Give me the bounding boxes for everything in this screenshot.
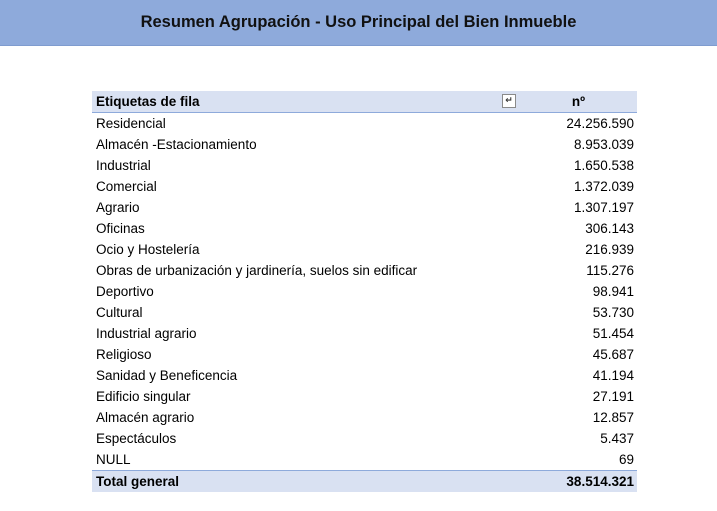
row-label: Cultural: [96, 305, 143, 320]
row-labels-header: [92, 91, 520, 113]
row-value: 1.307.197: [573, 200, 634, 215]
total-row: [92, 471, 637, 493]
row-label: Almacén agrario: [96, 410, 195, 425]
row-value: 115.276: [586, 263, 634, 278]
table-row[interactable]: [92, 428, 637, 449]
table-row[interactable]: [92, 365, 637, 386]
row-label: Agrario: [96, 200, 140, 215]
row-value: 24.256.590: [566, 116, 634, 131]
table-row[interactable]: [92, 218, 637, 239]
table-row[interactable]: [92, 239, 637, 260]
row-value: 8.953.039: [573, 137, 634, 152]
row-label: Obras de urbanización y jardinería, suelos sin edificar: [96, 263, 418, 278]
table-row[interactable]: [92, 323, 637, 344]
table-row[interactable]: [92, 155, 637, 176]
table-row[interactable]: [92, 197, 637, 218]
table-row[interactable]: [92, 449, 637, 471]
row-label: Almacén -Estacionamiento: [96, 137, 257, 152]
table-row[interactable]: [92, 113, 637, 135]
table-row[interactable]: [92, 386, 637, 407]
table-row[interactable]: [92, 260, 637, 281]
table-row[interactable]: [92, 344, 637, 365]
row-value: 51.454: [592, 326, 634, 341]
row-value: 1.372.039: [573, 179, 634, 194]
row-value: 1.650.538: [573, 158, 634, 173]
row-label: Deportivo: [96, 284, 154, 299]
row-value: 216.939: [585, 242, 634, 257]
table-row[interactable]: [92, 407, 637, 428]
row-label: Comercial: [96, 179, 157, 194]
row-label: Religioso: [96, 347, 152, 362]
row-value: 12.857: [592, 410, 634, 425]
row-label: Oficinas: [96, 221, 145, 236]
row-value: 306.143: [585, 221, 634, 236]
pivot-table: [92, 91, 637, 492]
page-title: Resumen Agrupación - Uso Principal del Bien Inmueble: [0, 0, 717, 46]
row-value: 45.687: [592, 347, 634, 362]
row-label: Sanidad y Beneficencia: [96, 368, 238, 383]
table-header-row: [92, 91, 637, 113]
row-value: 98.941: [592, 284, 634, 299]
row-label: Edificio singular: [96, 389, 191, 404]
table-row[interactable]: [92, 281, 637, 302]
row-label: NULL: [96, 452, 131, 467]
row-label: Espectáculos: [96, 431, 177, 446]
row-label: Industrial: [96, 158, 151, 173]
sort-filter-icon[interactable]: ↵: [502, 94, 516, 108]
row-value: 41.194: [592, 368, 634, 383]
total-label: Total general: [92, 471, 520, 493]
row-label: Industrial agrario: [96, 326, 197, 341]
row-value: 69: [618, 452, 634, 467]
row-labels-header-text: Etiquetas de fila: [96, 94, 200, 109]
table-row[interactable]: [92, 176, 637, 197]
table-row[interactable]: [92, 134, 637, 155]
total-value: 38.514.321: [520, 471, 637, 493]
row-value: 53.730: [592, 305, 634, 320]
row-label: Residencial: [96, 116, 166, 131]
row-label: Ocio y Hostelería: [96, 242, 200, 257]
value-header: nº: [520, 91, 637, 113]
table-row[interactable]: [92, 302, 637, 323]
row-value: 5.437: [600, 431, 634, 446]
row-value: 27.191: [592, 389, 634, 404]
